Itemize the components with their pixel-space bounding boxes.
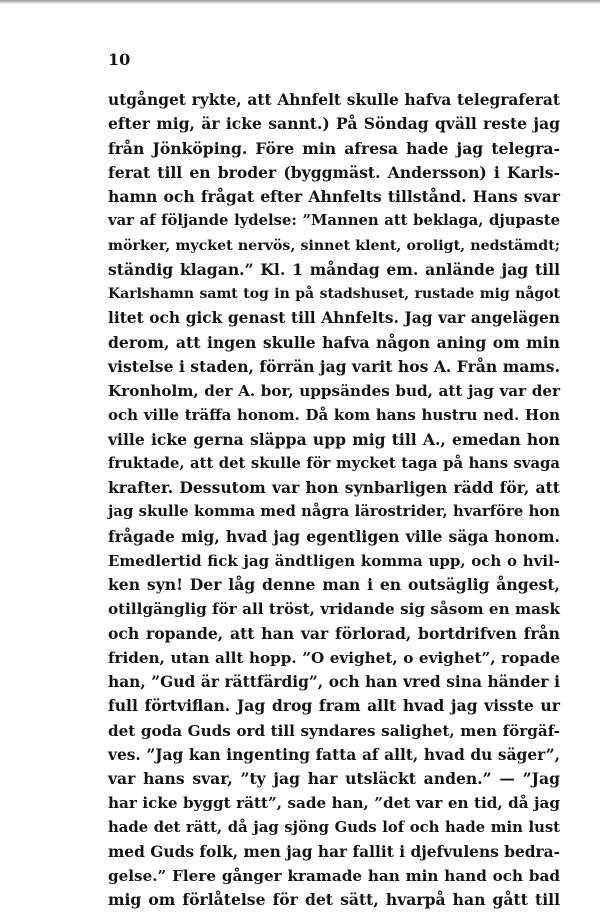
text-line: derom, att ingen skulle hafva någon aning om min [108,332,560,352]
text-line: med Guds folk, men jag har fallit i djefvulens bedra- [108,842,560,861]
text-line: hade det rätt, då jag sjöng Guds lof och hade min lust [108,818,560,836]
text-line: fruktade, att det skulle för mycket taga på hans svaga [108,454,560,472]
text-line: från Jönköping. Före min afresa hade jag telegra- [108,138,560,158]
text-line: krafter. Dessutom var hon synbarligen rädd för, att [108,478,560,497]
text-line: frågade mig, hvad jag egentligen ville säga honom. [108,526,560,546]
text-line: ville icke gerna släppa upp mig till A., emedan hon [108,429,560,449]
text-line: var hans svar, ”ty jag har utsläckt anden.” — ”Jag [108,769,560,788]
text-line: ständig klagan.” Kl. 1 måndag em. anlände jag till [108,259,560,279]
body-text [108,88,560,913]
text-line: Karlshamn samt tog in på stadshuset, rustade mig något [108,286,560,302]
text-line: litet och gick genast till Ahnfelts. Jag var angelägen [108,309,560,328]
text-line: ken syn! Der låg denne man i en outsäglig ångest, [108,575,560,594]
text-line: har icke byggt rätt”, sade han, ”det var en tid, då jag [108,794,560,813]
text-line: och ville träffa honom. Då kom hans hustru ned. Hon [108,406,560,425]
text-line: var af följande lydelse: ”Mannen att beklaga, djupaste [108,212,560,230]
text-line: full förtviflan. Jag drog fram allt hvad jag visste ur [108,696,560,716]
text-line: ves. ”Jag kan ingenting fatta af allt, hvad du säger”, [108,745,560,764]
text-line: ferat till en broder (byggmäst. Andersson) i Karls- [108,162,560,182]
text-line: och ropande, att han var förlorad, bortdrifven från [108,623,560,643]
text-line: Kronholm, der A. bor, uppsändes bud, att jag var der [108,382,560,400]
text-line: otillgänglig för all tröst, vridande sig såsom en mask [108,600,560,619]
text-line: efter mig, är icke sannt.) På Söndag qväll reste jag [108,114,560,134]
text-line: mörker, mycket nervös, sinnet klent, oroligt, nedstämdt; [108,237,560,254]
text-line: jag skulle komma med några lärostrider, hvarföre hon [108,503,560,521]
page-number: 10 [108,50,131,69]
text-line: friden, utan allt hopp. ”O evighet, o evighet”, ropade [108,648,560,667]
text-line: mig om förlåtelse för det sätt, hvarpå han gått till [108,890,560,910]
text-line: utgånget rykte, att Ahnfelt skulle hafva telegraferat [108,91,560,109]
top-edge-rule [0,0,600,4]
text-line: gelse.” Flere gånger kramade han min hand och bad [108,867,560,885]
text-line: det goda Guds ord till syndares salighet, men förgäf- [108,721,560,740]
text-line: Emedlertid fick jag ändtligen komma upp, och o hvil- [108,551,560,570]
text-line: hamn och frågat efter Ahnfelts tillstånd. Hans svar [108,187,560,206]
text-line: han, ”Gud är rättfärdig”, och han vred sina händer i [108,673,560,691]
text-line: vistelse i staden, förrän jag varit hos A. Från mams. [108,356,560,376]
